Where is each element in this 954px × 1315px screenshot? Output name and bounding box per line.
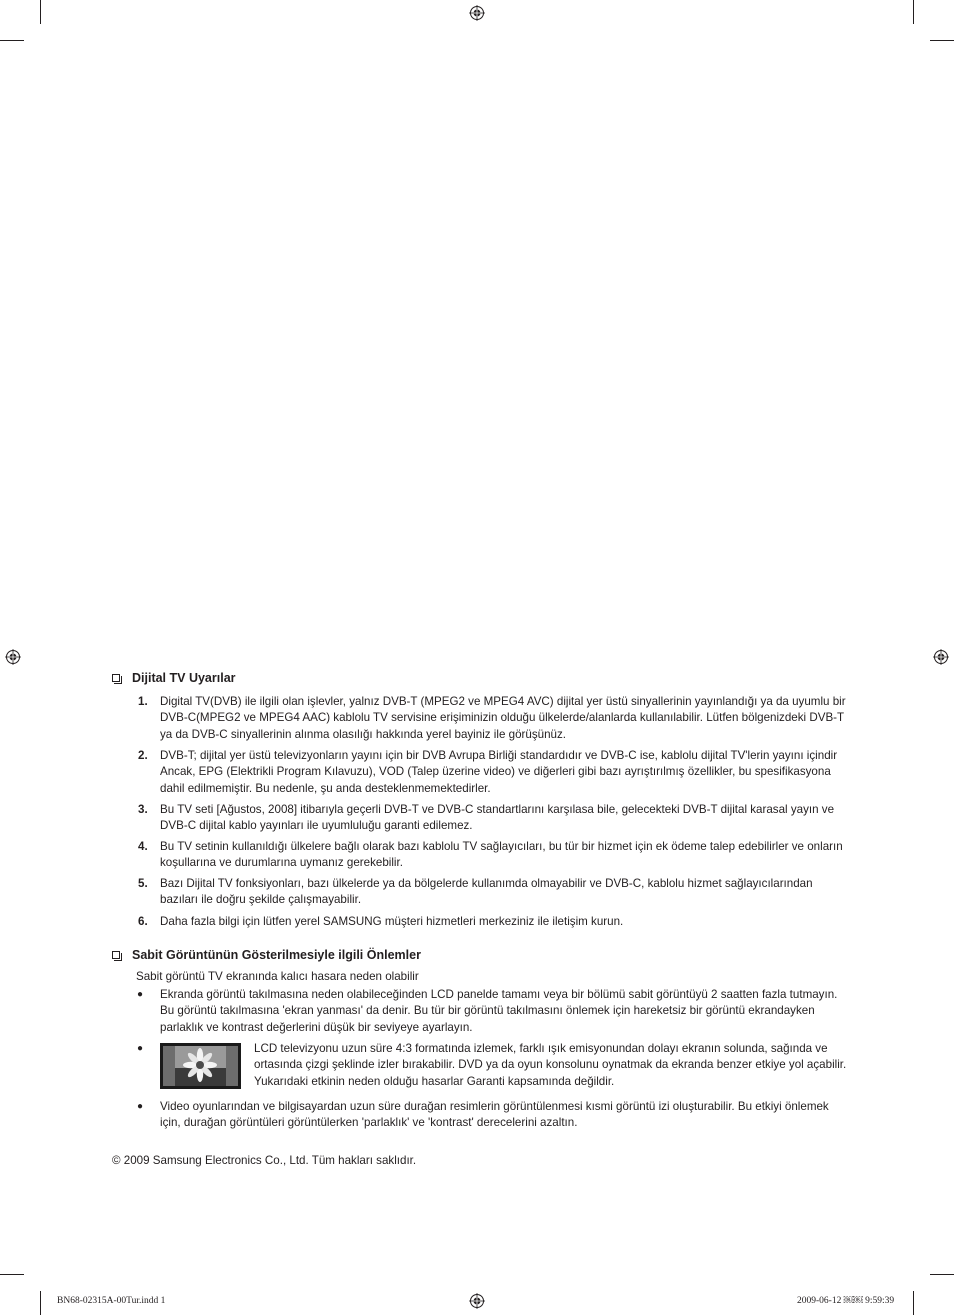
section-title-text: Sabit Görüntünün Gösterilmesiyle ilgili Önlemler bbox=[132, 948, 421, 962]
item-number: 4. bbox=[138, 840, 148, 853]
crop-mark bbox=[0, 40, 24, 41]
crop-mark bbox=[930, 1274, 954, 1275]
item-number: 2. bbox=[138, 749, 148, 762]
tv-screen-image bbox=[160, 1043, 241, 1089]
list-item bbox=[138, 914, 848, 930]
crop-mark bbox=[913, 1291, 914, 1315]
footer-datetime: 2009-06-12 ￼￼ 9:59:39 bbox=[797, 1296, 895, 1306]
item-text: Bu TV setinin kullanıldığı ülkelere bağlı olarak bazı kablolu TV sağlayıcıları, bu tür bir hizmet için ek ödeme talep edebilirler ve onların koşullarına ve durumlarına uymanız gerekebilir. bbox=[160, 840, 843, 870]
registration-mark-icon bbox=[469, 5, 485, 21]
section-title bbox=[112, 948, 421, 962]
list-item bbox=[138, 839, 848, 872]
section-intro: Sabit görüntü TV ekranında kalıcı hasara neden olabilir bbox=[136, 970, 419, 983]
item-text: Daha fazla bilgi için lütfen yerel SAMSUNG müşteri hizmetleri merkeziniz ile iletişim kurun. bbox=[160, 915, 624, 928]
bullet-icon: ● bbox=[137, 1101, 144, 1112]
bullet-icon: ● bbox=[137, 989, 144, 1000]
item-number: 3. bbox=[138, 803, 148, 816]
footer-filename: BN68-02315A-00Tur.indd 1 bbox=[57, 1296, 166, 1306]
bullet-icon: ● bbox=[137, 1043, 144, 1054]
crop-mark bbox=[930, 40, 954, 41]
checkbox-square-icon bbox=[112, 951, 120, 959]
registration-mark-icon bbox=[5, 649, 21, 665]
bullet-text: Ekranda görüntü takılmasına neden olabileceğinden LCD panelde tamamı veya bir bölümü sabit görüntüyü 2 saatten fazla tutmayın. Bu görüntü takılmasına 'ekran yanması' da denir. Bu tür bir görüntü takılmasını önlemek için hareketsiz bir görüntü ekrandayken parlaklık ve kontrast değerlerini düşük bir seviyeye ayarlayın. bbox=[160, 988, 838, 1034]
checkbox-square-icon bbox=[112, 674, 120, 682]
section-title-text: Dijital TV Uyarılar bbox=[132, 671, 236, 685]
item-number: 5. bbox=[138, 877, 148, 890]
item-number: 1. bbox=[138, 695, 148, 708]
list-item bbox=[138, 876, 848, 909]
crop-mark bbox=[0, 1274, 24, 1275]
item-text: DVB-T; dijital yer üstü televizyonların yayını için bir DVB Avrupa Birliği standardıdır ve DVB-C ise, kablolu dijital TV'lerin yayını içindir Ancak, EPG (Elektrikli Program Kılavuzu), VOD (Talep üzerine video) ve diğerleri gibi bazı ayrıştırılmış özellikler, bu spesifikasyona dahil edilmemiştir. Bu nedenle, şu anda desteklenmemektedirler. bbox=[160, 749, 838, 795]
section-title bbox=[112, 671, 236, 685]
bullet-text: Video oyunlarından ve bilgisayardan uzun süre durağan resimlerin görüntülenmesi kısmi görüntü izi oluşturabilir. Bu etkiyi önlemek için, durağan görüntüleri görüntülerken 'parlaklık' ve 'kontrast' derecelerini azaltın. bbox=[160, 1100, 829, 1130]
registration-mark-icon bbox=[933, 649, 949, 665]
bullet-item bbox=[137, 987, 849, 1036]
list-item bbox=[138, 748, 848, 797]
bullet-text: LCD televizyonu uzun süre 4:3 formatında izlemek, farklı ışık emisyonundan dolayı ekranın solunda, sağında ve ortasında çizgi şeklinde izler bırakabilir. DVD ya da oyun konsolunu oynatmak da ekranda benzer etkiye yol açabilir. Yukarıdaki etkinin neden olduğu hasarlar Garanti kapsamında değildir. bbox=[254, 1042, 847, 1088]
item-number: 6. bbox=[138, 915, 148, 928]
crop-mark bbox=[913, 0, 914, 24]
crop-mark bbox=[40, 1291, 41, 1315]
item-text: Bu TV seti [Ağustos, 2008] itibarıyla geçerli DVB-T ve DVB-C standartlarını karşılasa bile, gelecekteki DVB-T dijital karasal yayın ve DVB-C dijital kablo yayınları ile uyumluluğu garanti edilemez. bbox=[160, 803, 835, 833]
crop-mark bbox=[40, 0, 41, 24]
item-text: Bazı Dijital TV fonksiyonları, bazı ülkelerde ya da bölgelerde kullanımda olmayabilir ve DVB-C, kablolu hizmet sağlayıcılarından bazıları ile doğru şekilde çalışmayabilir. bbox=[160, 877, 813, 907]
copyright: © 2009 Samsung Electronics Co., Ltd. Tüm hakları saklıdır. bbox=[112, 1154, 417, 1167]
bullet-item bbox=[137, 1041, 849, 1090]
list-item bbox=[138, 802, 848, 835]
bullet-item bbox=[137, 1099, 849, 1132]
list-item bbox=[138, 694, 848, 743]
registration-mark-icon bbox=[469, 1293, 485, 1309]
item-text: Digital TV(DVB) ile ilgili olan işlevler, yalnız DVB-T (MPEG2 ve MPEG4 AVC) dijital yer üstü sinyallerinin yayınlandığı ya da uyumlu bir DVB-C(MPEG2 ve MPEG4 AAC) kablolu TV servisine erişiminizin olduğu ülkelerde/alanlarda kullanılabilir. Lütfen bölgenizdeki DVB-T ya da DVB-C sinyallerinin alınma olasılığı hakkında yerel bayiniz ile görüşünüz. bbox=[160, 695, 846, 741]
